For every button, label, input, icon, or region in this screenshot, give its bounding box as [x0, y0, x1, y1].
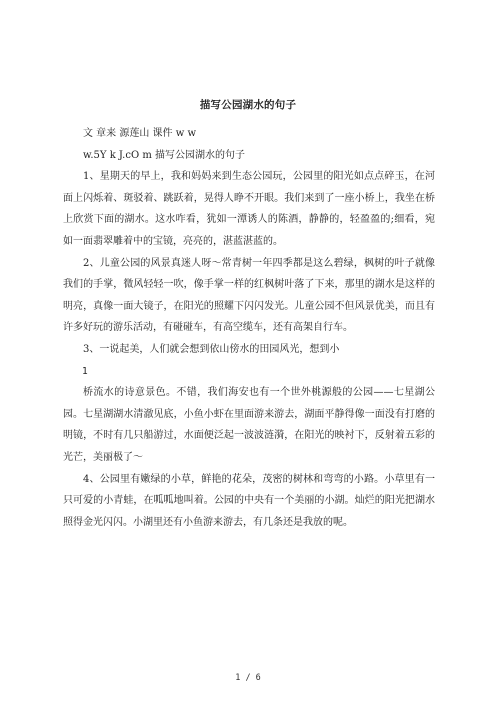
page-break-number: 1 — [82, 365, 88, 377]
page-indicator: 1 / 6 — [235, 673, 261, 683]
source-line: w.5Y k J.cO m 描写公园湖水的句子 — [83, 149, 245, 161]
meta-line: 文 章来 源莲山 课件 w w — [83, 128, 197, 139]
paragraph-4: 4、公园里有嫩绿的小草，鲜艳的花朵，茂密的树林和弯弯的小路。小草里有一只可爱的小青蛙，在呱呱地叫着。公园的中央有一个美丽的小湖。灿烂的阳光把湖水照得金光闪闪。小湖里还有小鱼游来游去，有几条还是我放的呢。 — [63, 473, 435, 528]
paragraph-2: 2、儿童公园的风景真迷人呀～常青树一年四季都是这么碧绿，枫树的叶子就像我们的手掌，微风轻轻一吹，像手掌一样的红枫树叶落了下来，那里的湖水是这样的明亮，真像一面大镜子，在阳光的照耀下闪闪发光。儿童公园不但风景优美，而且有许多好玩的游乐活动，有碰碰车，有高空缆车，还有高架自行车。 — [63, 257, 435, 334]
paragraph-3-start: 3、一说起美，人们就会想到依山傍水的田园风光，想到小 — [83, 343, 340, 355]
paragraph-3-continued: 桥流水的诗意景色。不错，我们海安也有一个世外桃源般的公园——七星湖公园。七星湖湖水清澈见底，小鱼小虾在里面游来游去，湖面平静得像一面没有打磨的明镜，不时有几只船游过，水面便泛起一波波涟漪，在阳光的映衬下，反射着五彩的光芒，美丽极了～ — [63, 387, 435, 463]
paragraph-1: 1、星期天的早上，我和妈妈来到生态公园玩，公园里的阳光如点点碎玉，在河面上闪烁着、斑驳着、跳跃着，晃得人睁不开眼。我们来到了一座小桥上，我坐在桥上欣赏下面的湖水。这水咋看，犹如一潭诱人的陈酒，静静的，轻盈盈的;细看，宛如一面翡翠雕着中的宝镜，亮亮的，湛蓝湛蓝的。 — [63, 171, 435, 247]
document-title: 描写公园湖水的句子 — [199, 99, 297, 111]
document-body — [63, 123, 435, 533]
